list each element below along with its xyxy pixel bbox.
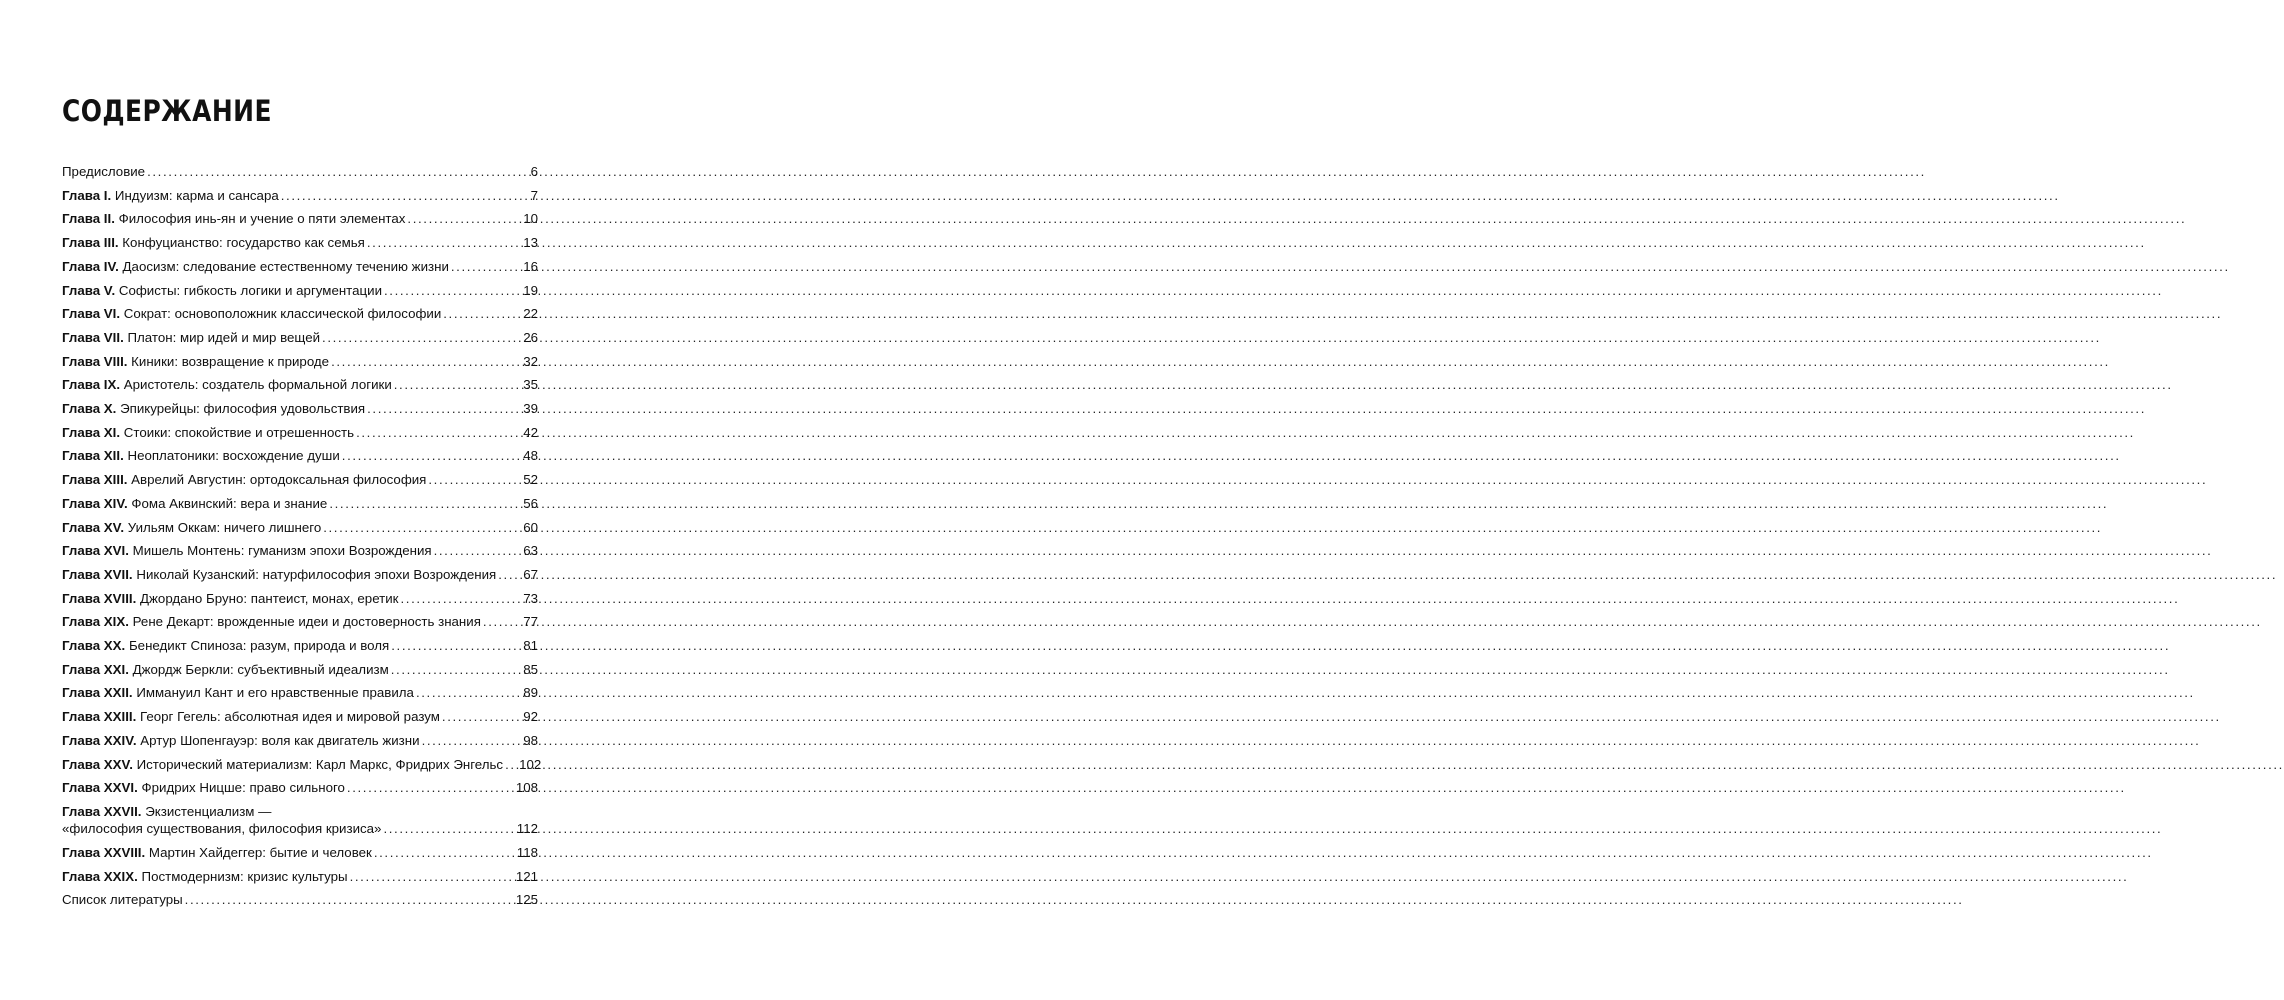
dot-leader (347, 776, 514, 800)
dot-leader (342, 444, 521, 468)
toc-entry[interactable] (62, 397, 538, 421)
entry-title: Артур Шопенгауэр: воля как двигатель жизни (140, 732, 420, 748)
entry-title: Рене Декарт: врожденные идеи и достоверность знания (132, 614, 481, 630)
page-number: 112 (516, 820, 538, 836)
toc-entry[interactable] (62, 753, 542, 777)
chapter-label: Глава I. (62, 187, 112, 203)
dot-leader (401, 587, 522, 611)
dot-leader (356, 421, 521, 445)
toc-entry[interactable] (62, 184, 538, 208)
entry-title: Индуизм: карма и сансара (114, 187, 279, 203)
chapter-label: Глава XIII. (62, 472, 128, 488)
toc-entry[interactable] (62, 302, 538, 326)
entry-title: Аврелий Августин: ортодоксальная философия (131, 472, 427, 488)
toc-entry-multiline[interactable] (62, 800, 538, 841)
toc-entry[interactable] (62, 516, 538, 540)
dot-leader (350, 865, 514, 889)
page-title: СОДЕРЖАНИЕ (62, 94, 272, 128)
chapter-label: Глава IX. (62, 377, 121, 393)
entry-title: Софисты: гибкость логики и аргументации (118, 282, 382, 298)
dot-leader (422, 729, 522, 753)
page-number: 39 (523, 401, 538, 417)
page-number: 60 (523, 519, 538, 535)
dot-leader (329, 492, 521, 516)
dot-leader (367, 397, 521, 421)
entry-title: Аристотель: создатель формальной логики (123, 377, 392, 393)
toc-entry[interactable] (62, 888, 538, 912)
page-number: 32 (523, 353, 538, 369)
page-number: 85 (523, 661, 538, 677)
dot-leader (434, 539, 522, 563)
dot-leader (323, 516, 521, 540)
page-number: 42 (523, 424, 538, 440)
dot-leader (483, 610, 521, 634)
entry-title-line-2: «философия существования, философия кризиса» (62, 820, 382, 836)
chapter-label: Глава XIX. (62, 614, 129, 630)
page-number: 56 (523, 495, 538, 511)
chapter-label: Глава XXI. (62, 661, 129, 677)
page-number: 19 (523, 282, 538, 298)
page-number: 81 (523, 638, 538, 654)
entry-title: Философия инь-ян и учение о пяти элементах (118, 211, 406, 227)
page-number: 13 (523, 235, 538, 251)
dot-leader (442, 705, 521, 729)
toc-entry[interactable] (62, 231, 538, 255)
entry-title: Конфуцианство: государство как семья (122, 235, 365, 251)
dot-leader (374, 841, 515, 865)
dot-leader (428, 468, 521, 492)
chapter-label: Глава XXIV. (62, 732, 137, 748)
chapter-label: Глава VII. (62, 329, 124, 345)
page-number: 16 (523, 258, 538, 274)
toc-entry[interactable] (62, 841, 538, 865)
toc-entry[interactable] (62, 563, 538, 587)
chapter-label: Глава XXVIII. (62, 844, 146, 860)
entry-title: Николай Кузанский: натурфилософия эпохи Возрождения (136, 566, 497, 582)
dot-leader (391, 658, 521, 682)
chapter-label: Глава XI. (62, 424, 121, 440)
page-number: 73 (523, 590, 538, 606)
entry-title: Мартин Хайдеггер: бытие и человек (148, 844, 372, 860)
chapter-label: Глава XVI. (62, 543, 129, 559)
entry-title: Неоплатоники: восхождение души (127, 448, 340, 464)
entry-title: Иммануил Кант и его нравственные правила (136, 685, 414, 701)
entry-title: Киники: возвращение к природе (131, 353, 330, 369)
chapter-label: Глава XVIII. (62, 590, 137, 606)
chapter-label: Глава XXIII. (62, 709, 137, 725)
entry-title: Мишель Монтень: гуманизм эпохи Возрождения (132, 543, 432, 559)
chapter-label: Глава XXV. (62, 756, 133, 772)
entry-title-line-1: Экзистенциализм — (145, 803, 272, 819)
entry-title: Уильям Оккам: ничего лишнего (127, 519, 322, 535)
dot-leader (185, 888, 514, 912)
chapter-label: Глава III. (62, 235, 119, 251)
entry-title: Предисловие (62, 164, 146, 179)
entry-title: Эпикурейцы: философия удовольствия (120, 401, 366, 417)
page-number: 125 (515, 892, 538, 908)
toc-entry[interactable] (62, 587, 538, 611)
page-number: 108 (515, 780, 538, 796)
dot-leader (416, 681, 521, 705)
entry-title: Постмодернизм: кризис культуры (141, 868, 348, 884)
chapter-label: Глава XXVII. (62, 803, 142, 819)
toc-entry[interactable] (62, 634, 538, 658)
toc-entry[interactable] (62, 421, 538, 445)
page-number: 121 (515, 868, 538, 884)
chapter-label: Глава XII. (62, 448, 124, 464)
dot-leader (391, 634, 521, 658)
dot-leader (331, 350, 521, 374)
toc-entry[interactable] (62, 705, 538, 729)
page-number: 98 (523, 732, 538, 748)
dot-leader (322, 326, 521, 350)
entry-title: Джордано Бруно: пантеист, монах, еретик (140, 590, 399, 606)
dot-leader (384, 279, 521, 303)
chapter-label: Глава VI. (62, 306, 121, 322)
page-number: 35 (523, 377, 538, 393)
toc-entry[interactable] (62, 681, 538, 705)
page-number: 89 (523, 685, 538, 701)
chapter-label: Глава XXII. (62, 685, 133, 701)
page-number: 92 (523, 709, 538, 725)
page-number: 77 (523, 614, 538, 630)
entry-title: Георг Гегель: абсолютная идея и мировой разум (140, 709, 440, 725)
entry-title: Список литературы (62, 892, 183, 908)
page-number: 118 (516, 844, 538, 860)
entry-title: Даосизм: следование естественному течению жизни (122, 258, 449, 274)
dot-leader (147, 160, 529, 184)
chapter-label: Глава XX. (62, 638, 126, 654)
entry-title: Исторический материализм: Карл Маркс, Фридрих Энгельс (136, 756, 504, 772)
dot-leader (383, 820, 514, 837)
chapter-label: Глава V. (62, 282, 116, 298)
toc-entry[interactable] (62, 279, 538, 303)
chapter-label: Глава VIII. (62, 353, 128, 369)
toc-entry[interactable] (62, 444, 538, 468)
chapter-label: Глава XXVI. (62, 780, 138, 796)
toc-entry[interactable] (62, 539, 538, 563)
toc-entry[interactable] (62, 326, 538, 350)
page-number: 102 (519, 756, 542, 772)
page-number: 26 (523, 329, 538, 345)
toc-entry[interactable] (62, 373, 538, 397)
dot-leader (281, 184, 529, 208)
chapter-label: Глава II. (62, 211, 115, 227)
entry-title: Платон: мир идей и мир вещей (127, 329, 321, 345)
toc-entry[interactable] (62, 492, 538, 516)
entry-title: Фридрих Ницше: право сильного (141, 780, 345, 796)
toc-entry[interactable] (62, 610, 538, 634)
dot-leader (367, 231, 521, 255)
chapter-label: Глава XXIX. (62, 868, 138, 884)
page-number: 7 (530, 187, 538, 203)
toc-entry[interactable] (62, 207, 538, 231)
toc-entry[interactable] (62, 160, 538, 184)
toc-entry[interactable] (62, 255, 538, 279)
dot-leader (443, 302, 521, 326)
toc-entry[interactable] (62, 776, 538, 800)
page-number: 6 (530, 164, 538, 179)
book-page (0, 0, 619, 1000)
chapter-label: Глава XIV. (62, 495, 128, 511)
entry-title: Джордж Беркли: субъективный идеализм (132, 661, 389, 677)
toc-entry[interactable] (62, 865, 538, 889)
toc-entry[interactable] (62, 350, 538, 374)
page-number: 63 (523, 543, 538, 559)
entry-title: Фома Аквинский: вера и знание (131, 495, 328, 511)
toc-entry[interactable] (62, 729, 538, 753)
toc-entry[interactable] (62, 658, 538, 682)
dot-leader (498, 563, 521, 587)
page-number: 67 (523, 566, 538, 582)
dot-leader (505, 753, 517, 777)
dot-leader (451, 255, 521, 279)
entry-title: Сократ: основоположник классической философии (123, 306, 442, 322)
chapter-label: Глава X. (62, 401, 117, 417)
chapter-label: Глава XVII. (62, 566, 133, 582)
page-number: 22 (523, 306, 538, 322)
chapter-label: Глава XV. (62, 519, 125, 535)
page-number: 48 (523, 448, 538, 464)
entry-title: Бенедикт Спиноза: разум, природа и воля (128, 638, 390, 654)
dot-leader (394, 373, 521, 397)
table-of-contents (62, 160, 542, 912)
dot-leader (407, 207, 521, 231)
page-number: 10 (523, 211, 538, 227)
chapter-label: Глава IV. (62, 258, 119, 274)
entry-title: Стоики: спокойствие и отрешенность (123, 424, 355, 440)
page-number: 52 (523, 472, 538, 488)
toc-entry[interactable] (62, 468, 538, 492)
